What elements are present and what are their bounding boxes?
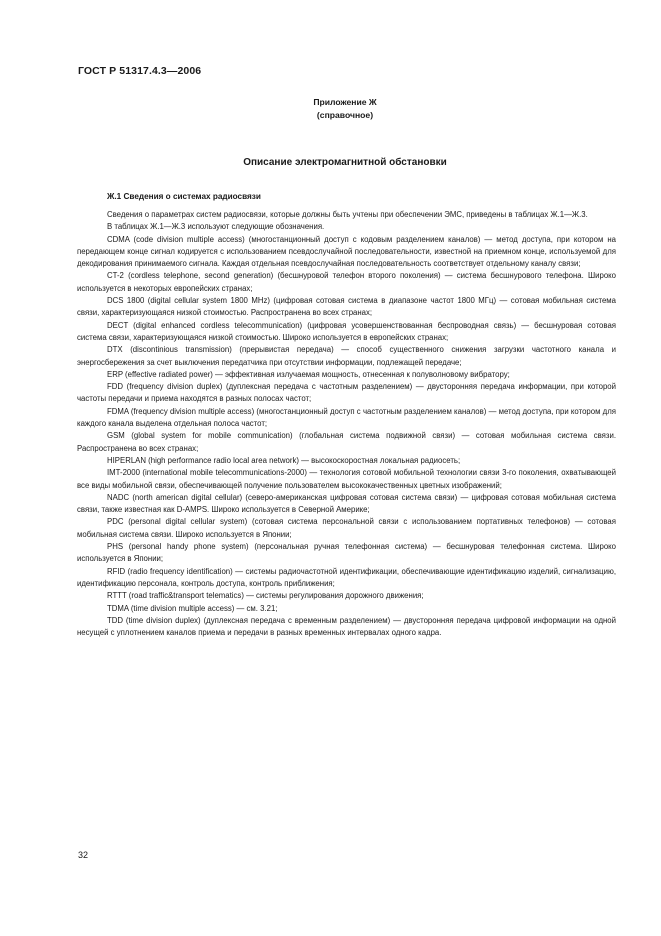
paragraph-fdma: FDMA (frequency division multiple access) (многостанционный доступ с частотным разделением каналов) — метод доступа, при котором для каждого канала выделена отдельная полоса частот; bbox=[77, 406, 616, 429]
appendix-note: (справочное) bbox=[316, 110, 374, 120]
appendix-title: Приложение Ж bbox=[313, 97, 377, 107]
paragraph-ct2: CT-2 (cordless telephone, second generation) (бесшнуровой телефон второго поколения) — система бесшнурового телефона. Широко используется в некоторых европейских странах; bbox=[77, 271, 616, 293]
paragraph-nadc: NADC (north american digital cellular) (северо-американская цифровая сотовая система связи) — цифровая сотовая мобильная система связи, также известная как D-AMPS. Широко используется в Северной Америке; bbox=[77, 492, 616, 515]
paragraph-cdma: CDMA (code division multiple access) (многостанционный доступ с кодовым разделением каналов) — метод доступа, при котором на передающем конце сигнал кодируется с использованием псевдослучайной последовательности, известной на приемном конце, используемой для декодирования принимаемого сигнала. Каждая отдельная псевдослучайная последовательность соответствует отдельному каналу связи; bbox=[77, 234, 616, 269]
document-header: ГОСТ Р 51317.4.3—2006 bbox=[78, 65, 202, 77]
appendix-block bbox=[270, 96, 420, 122]
section-title: Описание электромагнитной обстановки bbox=[243, 157, 447, 168]
paragraph-erp: ERP (effective radiated power) — эффективная излучаемая мощность, отнесенная к полуволновому вибратору; bbox=[107, 369, 510, 379]
subsection-title: Ж.1 Сведения о системах радиосвязи bbox=[107, 192, 261, 201]
paragraph-dtx: DTX (discontinious transmission) (прерывистая передача) — способ существенного снижения загрузки частотного канала и энергосбережения за счет выключения передатчика при отсутствии информации, подлежащей передаче; bbox=[77, 345, 616, 367]
body-text bbox=[77, 209, 616, 639]
paragraph-imt2000: IMT-2000 (international mobile telecommunications-2000) — технология сотовой мобильной технологии связи 3-го поколения, охватывающей все виды мобильной связи, обеспечивающей получение пользователем высококачественных цветных изображений; bbox=[77, 468, 616, 490]
paragraph-hiperlan: HIPERLAN (high performance radio local area network) — высокоскоростная локальная радиосеть; bbox=[107, 455, 461, 465]
paragraph-dcs1800: DCS 1800 (digital cellular system 1800 MHz) (цифровая сотовая система в диапазоне частот 1800 МГц) — сотовая мобильная система связи, характеризующаяся низкой стоимостью. Распространена во всех странах; bbox=[77, 296, 616, 318]
paragraph-tdd: TDD (time division duplex) (дуплексная передача с временным разделением) — двусторонняя передача цифровой информации на одной несущей с уплотнением каналов приема и передачи в разных временных интервалах одного кадра. bbox=[77, 615, 616, 638]
paragraph-pdc: PDC (personal digital cellular system) (сотовая система персональной связи с использованием портативных телефонов) — сотовая мобильная система связи. Широко используется в Японии; bbox=[77, 517, 616, 539]
paragraph-dect: DECT (digital enhanced cordless telecommunication) (цифровая усовершенствованная беспроводная связь) — бесшнуровая сотовая система связи, характеризующаяся низкой стоимостью. Широко используется в европейских странах; bbox=[77, 320, 616, 342]
page-number: 32 bbox=[78, 850, 89, 860]
paragraph-fdd: FDD (frequency division duplex) (дуплексная передача с частотным разделением) — двусторонняя передача информации, при которой частоты передачи и приема находятся в разных полосах частот; bbox=[77, 382, 616, 404]
paragraph-rttt: RTTT (road traffic&transport telematics) — системы регулирования дорожного движения; bbox=[107, 591, 424, 601]
paragraph-rfid: RFID (radio frequency identification) — системы радиочастотной идентификации, обеспечивающие идентификацию изделий, сигнализацию, идентификацию персонала, контроль доступа, контроль приближения; bbox=[77, 566, 616, 588]
paragraph: В таблицах Ж.1—Ж.3 используют следующие обозначения. bbox=[107, 222, 325, 232]
paragraph: Сведения о параметрах систем радиосвязи, которые должны быть учтены при обеспечении ЭМС, приведены в таблицах Ж.1—Ж.3. bbox=[107, 210, 588, 219]
paragraph-gsm: GSM (global system for mobile communication) (глобальная система подвижной связи) — сотовая мобильная система связи. Распространена во всех странах; bbox=[77, 431, 616, 453]
paragraph-tdma: TDMA (time division multiple access) — см. 3.21; bbox=[107, 603, 278, 613]
paragraph-phs: PHS (personal handy phone system) (персональная ручная телефонная система) — бесшнуровая телефонная система. Широко используется в Японии; bbox=[77, 542, 616, 564]
